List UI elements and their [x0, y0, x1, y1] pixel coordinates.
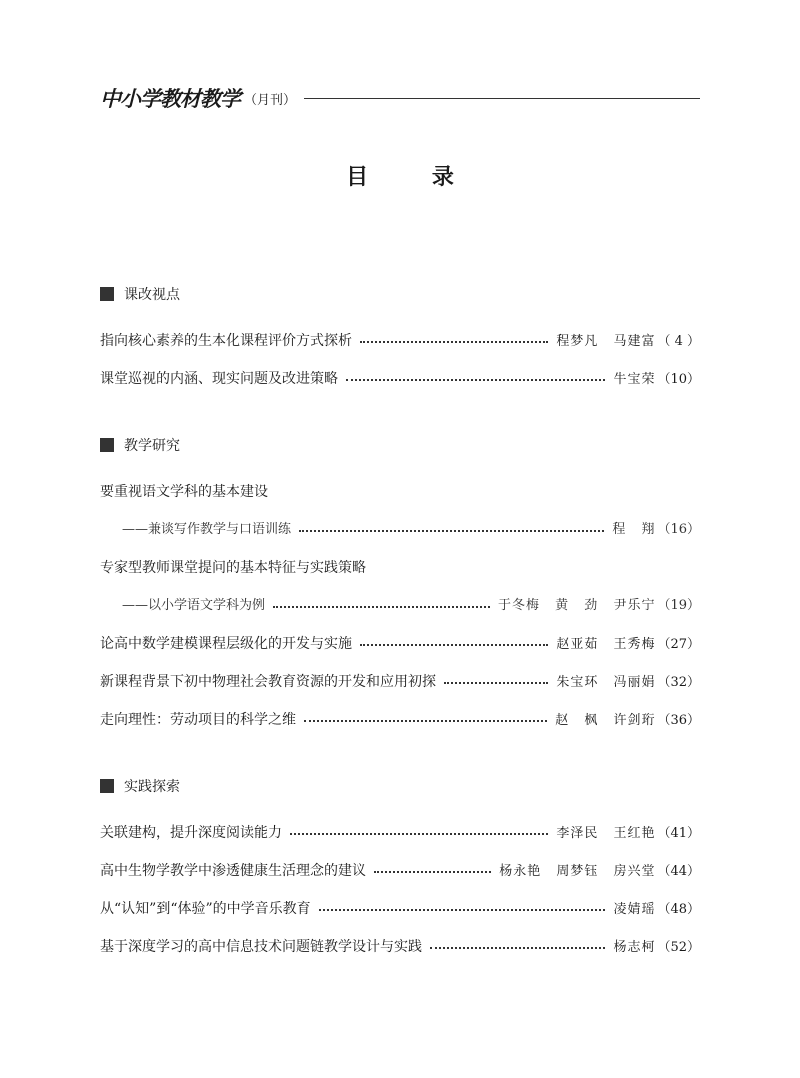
toc-entry[interactable]: [100, 360, 700, 398]
toc-section: [100, 774, 700, 966]
entry-page: （36）: [657, 713, 700, 728]
entry-title: 高中生物学教学中渗透健康生活理念的建议: [100, 863, 366, 879]
toc-entry[interactable]: [100, 663, 700, 701]
section-heading: [100, 774, 700, 798]
dot-leader: [304, 719, 547, 722]
dot-leader: [290, 832, 548, 835]
entry-authors: 程梦凡 马建富: [556, 334, 656, 349]
journal-frequency: （月刊）: [244, 92, 297, 108]
toc-entry[interactable]: [100, 625, 700, 663]
journal-header: [100, 84, 700, 112]
dot-leader: [430, 946, 605, 949]
entry-authors: 赵亚茹 王秀梅: [556, 637, 656, 652]
entry-title: 课堂巡视的内涵、现实问题及改进策略: [100, 371, 338, 387]
entry-page: （44）: [657, 864, 700, 879]
entry-title: ——以小学语文学科为例: [122, 598, 266, 613]
entry-page: （ 4 ）: [657, 334, 700, 349]
dot-leader: [319, 908, 606, 911]
entry-page: （41）: [657, 826, 700, 841]
entry-authors: 于冬梅 黄 劲 尹乐宁: [498, 598, 656, 613]
toc-entry[interactable]: [100, 814, 700, 852]
toc-entry[interactable]: [100, 473, 700, 511]
dot-leader: [374, 870, 491, 873]
toc-entry[interactable]: [100, 549, 700, 587]
toc-section: [100, 433, 700, 739]
dot-leader: [444, 681, 548, 684]
entry-title: 专家型教师课堂提问的基本特征与实践策略: [100, 560, 366, 576]
section-name: 教学研究: [124, 438, 180, 454]
entry-page: （27）: [657, 637, 700, 652]
entry-authors: 凌婧瑶: [613, 902, 656, 917]
entry-title: 指向核心素养的生本化课程评价方式探析: [100, 333, 352, 349]
journal-logo: 中小学教材教学: [100, 86, 240, 111]
toc-section: [100, 282, 700, 398]
entry-authors: 杨永艳 周梦钰 房兴堂: [499, 864, 656, 879]
entry-page: （19）: [657, 598, 700, 613]
entry-title: 基于深度学习的高中信息技术问题链教学设计与实践: [100, 939, 422, 955]
section-name: 课改视点: [124, 287, 180, 303]
entry-title: 新课程背景下初中物理社会教育资源的开发和应用初探: [100, 674, 436, 690]
entry-page: （32）: [657, 675, 700, 690]
section-heading: [100, 282, 700, 306]
toc-subtitle-row[interactable]: [100, 587, 700, 625]
page-title: 目 录: [346, 164, 482, 190]
square-bullet-icon: [100, 779, 114, 793]
dot-leader: [346, 378, 605, 381]
entry-authors: 程 翔: [612, 522, 656, 537]
table-of-contents: [100, 282, 700, 1001]
header-rule: [304, 98, 700, 99]
dot-leader: [299, 529, 604, 532]
entry-title: ——兼谈写作教学与口语训练: [122, 522, 292, 537]
section-heading: [100, 433, 700, 457]
entry-authors: 牛宝荣: [613, 372, 656, 387]
entry-authors: 杨志柯: [613, 940, 656, 955]
dot-leader: [360, 340, 548, 343]
section-name: 实践探索: [124, 779, 180, 795]
entry-page: （52）: [657, 940, 700, 955]
dot-leader: [360, 643, 548, 646]
entry-title: 论高中数学建模课程层级化的开发与实施: [100, 636, 352, 652]
entry-title: 走向理性：劳动项目的科学之维: [100, 712, 296, 728]
dot-leader: [273, 605, 490, 608]
square-bullet-icon: [100, 287, 114, 301]
entry-title: 要重视语文学科的基本建设: [100, 484, 268, 500]
toc-entry[interactable]: [100, 852, 700, 890]
entry-title: 从“认知”到“体验”的中学音乐教育: [100, 901, 311, 917]
toc-entry[interactable]: [100, 928, 700, 966]
entry-page: （48）: [657, 902, 700, 917]
toc-entry[interactable]: [100, 890, 700, 928]
square-bullet-icon: [100, 438, 114, 452]
toc-subtitle-row[interactable]: [100, 511, 700, 549]
entry-page: （10）: [657, 372, 700, 387]
entry-authors: 李泽民 王红艳: [556, 826, 656, 841]
entry-title: 关联建构，提升深度阅读能力: [100, 825, 282, 841]
entry-authors: 赵 枫 许剑珩: [555, 713, 656, 728]
entry-page: （16）: [657, 522, 700, 537]
toc-entry[interactable]: [100, 701, 700, 739]
toc-entry[interactable]: [100, 322, 700, 360]
entry-authors: 朱宝环 冯丽娟: [556, 675, 656, 690]
